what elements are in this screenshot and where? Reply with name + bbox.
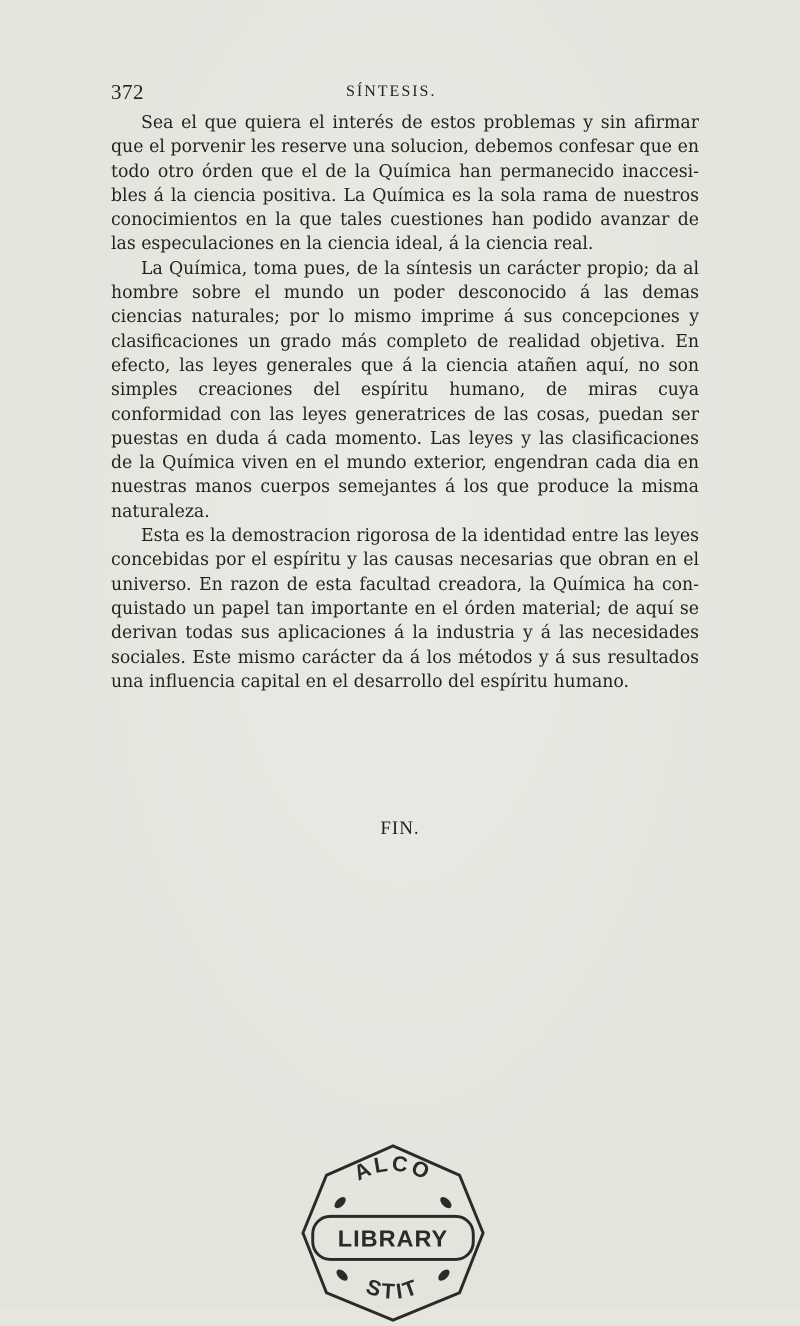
svg-text:STIT: [363, 1274, 423, 1304]
paragraph-1: Sea el que quiera el interés de estos problemas y sin afirmar que el porvenir les reserve una solucion, debemos confesar que en todo otro órden que el de la Química han permanecido inaccesibles á la ciencia positiva. La Química es la sola rama de nuestros conocimientos en la que tales cuestiones han podido avanzar de las especulaciones en la ciencia ideal, á la ciencia real.: [111, 113, 699, 255]
end-mark: FIN.: [380, 818, 420, 839]
page-number: 372: [111, 80, 144, 104]
section-title: SÍNTESIS.: [346, 83, 437, 100]
paragraph-2: La Química, toma pues, de la síntesis un carácter propio; da al hombre sobre el mundo un poder desconocido á las demas ciencias naturales; por lo mismo imprime á sus concepciones y clasificaciones un grado más completo de realidad objetiva. En efecto, las leyes generales que á la ciencia atañen aquí, no son simples creaciones del espíritu humano, de miras cuya conformidad con las leyes generatrices de las cosas, puedan ser puestas en duda á cada momento. Las leyes y las clasificaciones de la Química viven en el mundo exterior, engendran cada dia en nuestras manos cuerpos semejantes á los que produce la misma naturaleza.: [111, 258, 699, 522]
stamp-top-text: ALCO: [350, 1151, 436, 1186]
running-head: [111, 80, 696, 106]
stamp-bottom-text: STIT: [363, 1274, 424, 1305]
stamp-center-text: LIBRARY: [337, 1225, 449, 1252]
body-text: [111, 111, 699, 694]
paragraph-3: Esta es la demostracion rigorosa de la identidad entre las leyes concebidas por el espíritu y las causas necesarias que obran en el universo. En razon de esta facultad creadora, la Química ha conquistado un papel tan importante en el órden material; de aquí se derivan todas sus aplicaciones á la industria y á las necesidades sociales. Este mismo carácter da á los métodos y á sus resultados una influencia capital en el desarrollo del espíritu humano.: [111, 526, 699, 692]
library-stamp-icon: [294, 1140, 492, 1326]
library-stamp: [294, 1140, 492, 1326]
svg-text:ALCO: [350, 1151, 435, 1185]
